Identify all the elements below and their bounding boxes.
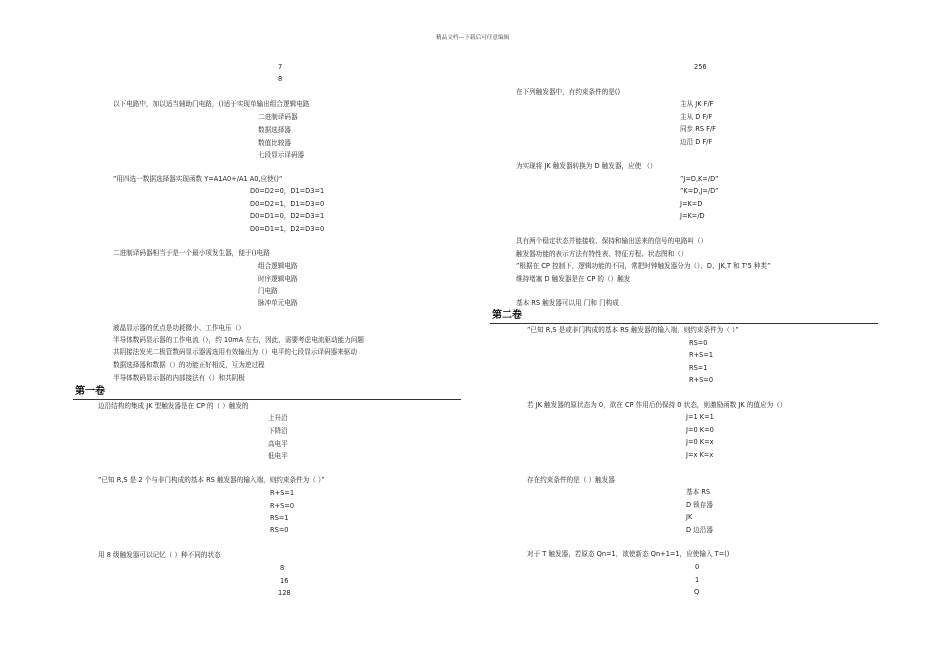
question: ”用四选一数据选择器实现函数 Y=A1A0+/A1 A0,应使()” <box>113 175 283 183</box>
question: 二进制译码器相当于是一个最小项发生器，便于()电路 <box>113 249 270 257</box>
question: 边沿结构的集成 JK 型触发器是在 CP 的（ ）触发的 <box>98 402 249 410</box>
question: 若 JK 触发器的原状态为 0，欲在 CP 作用后仍保持 0 状态，则激励函数 JK 的值应为（） <box>527 401 787 409</box>
fill-blank: 半导体数码显示器的内部接法有（）和共阴极 <box>113 374 245 382</box>
option: ”J=D,K=/D” <box>680 175 719 183</box>
option: RS=0 <box>270 526 289 534</box>
section-divider <box>73 399 461 400</box>
option: D 锁存器 <box>686 501 713 509</box>
option: D0=D2=0，D1=D3=1 <box>250 187 325 195</box>
fill-blank: 触发器功能的表示方法有特性表、特征方程、状态图和（） <box>516 250 688 258</box>
fill-blank: 液晶显示器的优点是功耗微小、工作电压（） <box>113 324 245 332</box>
option: J=0 K=x <box>686 438 714 446</box>
option: 时序逻辑电路 <box>258 275 298 283</box>
option: D0=D1=0，D2=D3=1 <box>250 212 325 220</box>
option: J=x K=x <box>686 451 714 459</box>
option: R+S=0 <box>270 502 295 510</box>
option: JK <box>686 513 693 521</box>
option: 数据选择器 <box>258 126 291 134</box>
option: 基本 RS <box>686 488 711 496</box>
option: J=K=/D <box>680 212 705 220</box>
option: 数值比较器 <box>258 139 291 147</box>
option: 8 <box>280 564 285 572</box>
option: 7 <box>278 63 283 71</box>
option: R+S=1 <box>689 351 714 359</box>
page-header: 精品文档---下载后可任意编辑 <box>436 35 510 41</box>
fill-blank: 共阴接法发光二极管数码显示器需选用有效输出为（）电平的七段显示译码器来驱动 <box>113 348 357 356</box>
question: 用 8 级触发器可以记忆（ ）种不同的状态 <box>98 551 221 559</box>
option: RS=1 <box>689 364 708 372</box>
question: 以下电路中，加以适当辅助门电路，()适于实现单输出组合逻辑电路 <box>113 100 310 108</box>
option: RS=1 <box>270 514 289 522</box>
option: 边沿 D F/F <box>680 138 713 146</box>
option: 低电平 <box>268 452 288 460</box>
fill-blank: ”根据在 CP 控制下，逻辑功能的不同，常把时钟触发器分为（）、D、JK,T 和 T'5 种类” <box>516 262 771 270</box>
option: 主从 JK F/F <box>680 100 714 108</box>
question: 为实现将 JK 触发器转换为 D 触发器，应使 （） <box>516 162 657 170</box>
option: J=1 K=1 <box>686 413 714 421</box>
option: 七段显示译码器 <box>258 151 305 159</box>
question: 在下列触发器中，有约束条件的是() <box>516 88 621 96</box>
option: 16 <box>280 577 289 585</box>
option: 高电平 <box>268 440 288 448</box>
option: J=0 K=0 <box>686 426 714 434</box>
option: D0=D2=1，D1=D3=0 <box>250 200 325 208</box>
option: 门电路 <box>258 287 278 295</box>
option: 128 <box>278 589 291 597</box>
option: R+S=1 <box>270 489 295 497</box>
option: D0=D1=1，D2=D3=0 <box>250 225 325 233</box>
option: 8 <box>278 75 283 83</box>
option: Q <box>694 588 700 596</box>
option: 256 <box>694 63 707 71</box>
fill-blank: 数据选择器和数据（）的功能正好相反，互为逆过程 <box>113 361 265 369</box>
option: RS=0 <box>689 339 708 347</box>
option: 上升沿 <box>268 414 288 422</box>
option: R+S=0 <box>689 376 714 384</box>
option: 脉冲单元电路 <box>258 299 298 307</box>
fill-blank: 维持堵塞 D 触发器是在 CP 的（）触发 <box>516 275 631 283</box>
fill-blank: 半导体数码显示器的工作电流（），约 10mA 左右，因此，需要考虑电流驱动能力问题 <box>113 336 364 344</box>
option: 0 <box>695 563 700 571</box>
fill-blank: 基本 RS 触发器可以用 门和 门构成 <box>516 299 619 307</box>
option: ”K=D,J=/D” <box>680 187 719 195</box>
section-divider <box>490 323 878 324</box>
option: 组合逻辑电路 <box>258 262 298 270</box>
option: 同步 RS F/F <box>680 125 716 133</box>
section-title: 第二卷 <box>492 310 522 321</box>
option: D 边沿器 <box>686 526 713 534</box>
option: J=K=D <box>680 200 703 208</box>
question: ”已知 R,S 是 2 个与非门构成的基本 RS 触发器的输入端，则约束条件为（ ）” <box>98 476 325 484</box>
option: 1 <box>695 576 700 584</box>
option: 二进制译码器 <box>258 113 298 121</box>
question: ”已知 R,S 是或非门构成的基本 RS 触发器的输入端，则约束条件为（ ）” <box>527 326 739 334</box>
option: 下降沿 <box>268 427 288 435</box>
option: 主从 D F/F <box>680 113 713 121</box>
section-title: 第一卷 <box>75 386 105 397</box>
fill-blank: 具有两个稳定状态并能接收、保持和输出送来的信号的电路叫（） <box>516 237 708 245</box>
question: 存在约束条件的是（ ）触发器 <box>527 476 615 484</box>
question: 对于 T 触发器，若原态 Qn=1，欲使新态 Qn+1=1，应使输入 T=() <box>527 550 730 558</box>
